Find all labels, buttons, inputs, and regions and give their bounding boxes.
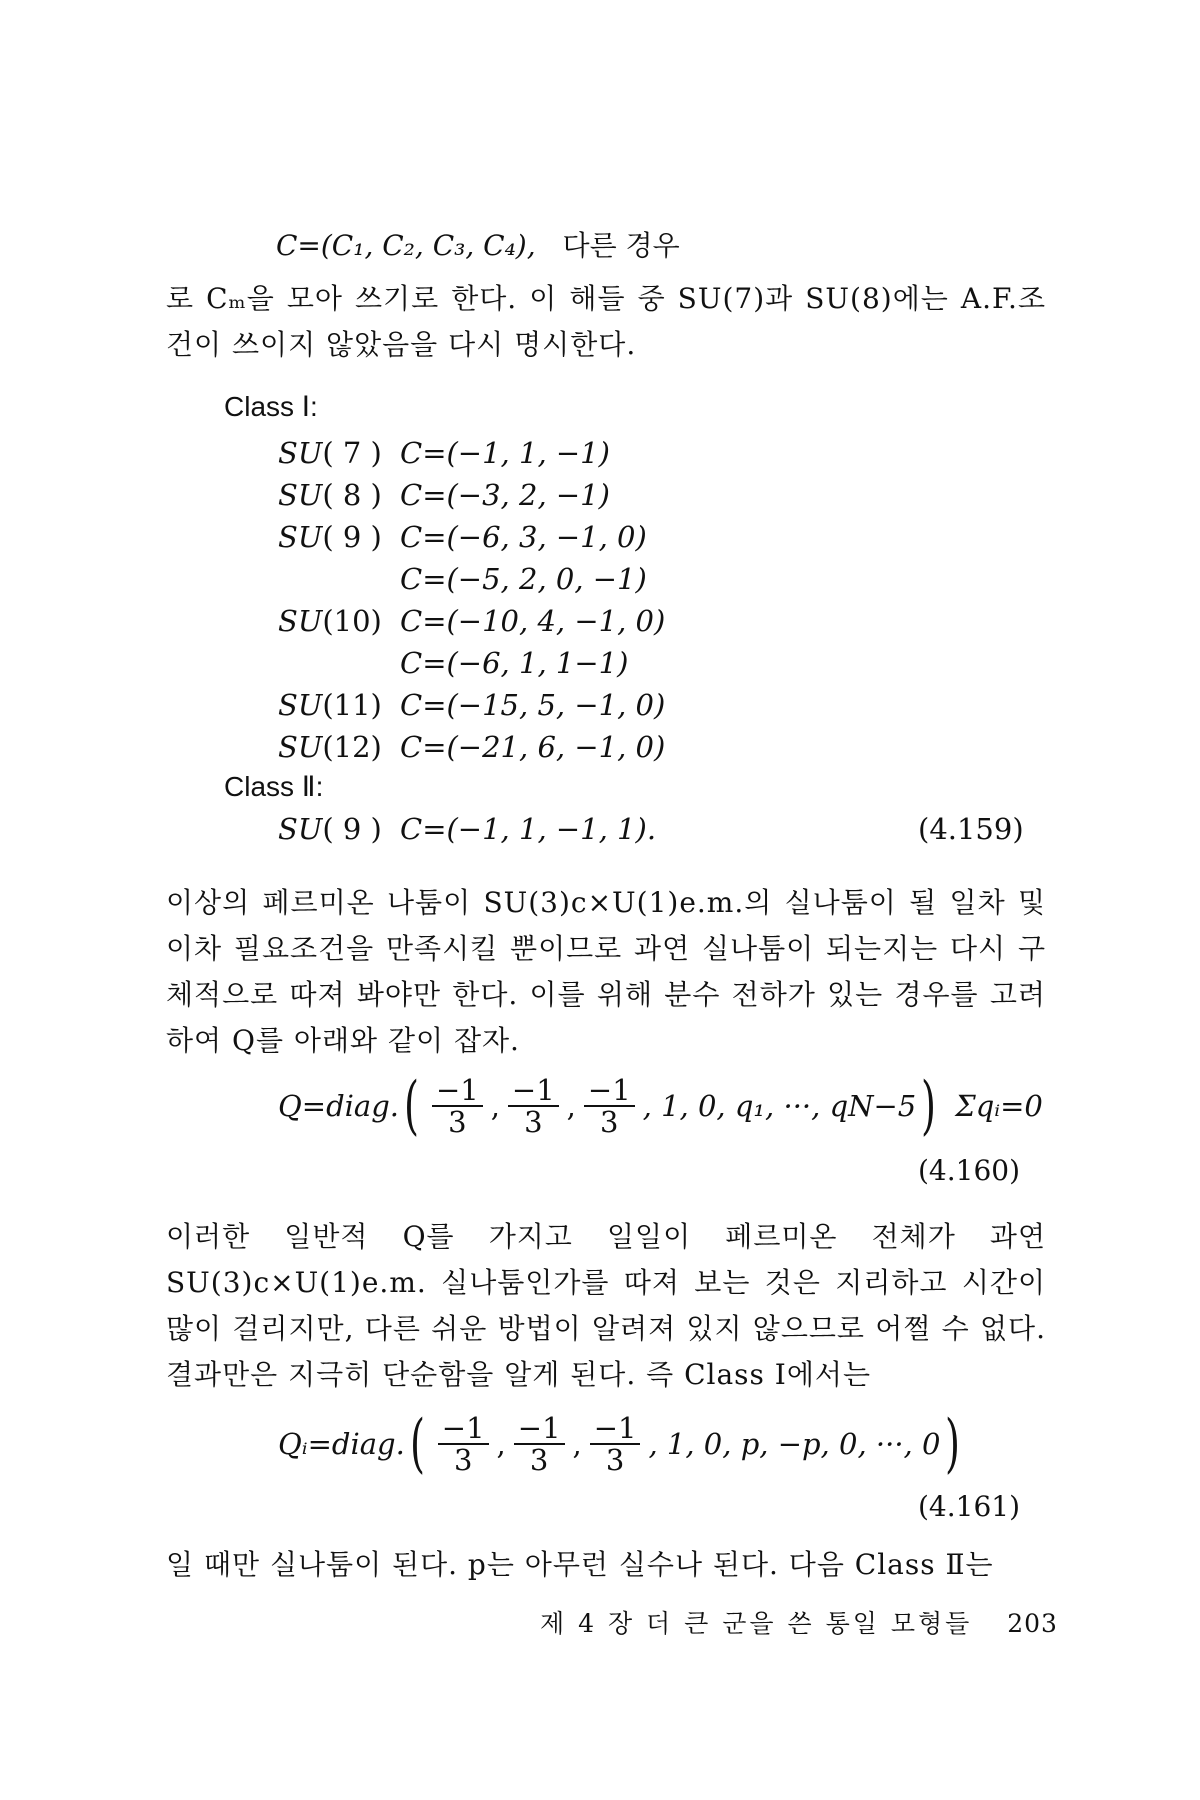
page-footer — [540, 1604, 1058, 1640]
fraction-1: $\frac{-1}{3}$ — [432, 1075, 483, 1138]
fraction-1: $\frac{-1}{3}$ — [438, 1413, 489, 1476]
chapter-title: 제 4 장 더 큰 군을 쓴 통일 모형들 — [540, 1609, 973, 1638]
right-paren-icon: ) — [945, 1407, 961, 1481]
q-lhs: Q=diag. — [278, 1089, 399, 1123]
q1-lhs: Qᵢ=diag. — [278, 1427, 405, 1461]
group-label: SU(11) — [278, 688, 382, 722]
paragraph-2: 이상의 페르미온 나툼이 SU(3)c×U(1)e.m.의 실나툼이 될 일차 및 이차 필요조건을 만족시킬 뿐이므로 과연 실나툼이 되는지는 다시 구체적으로 따져 봐야만 한다. 이를 위해 분수 전하가 있는 경우를 고려하여 Q를 아래와 같이 잡자. — [166, 886, 1046, 1057]
c-vector: C=(−10, 4, −1, 0) — [400, 604, 666, 638]
class-1-solution-row — [0, 604, 1200, 644]
c-vector: C=(−5, 2, 0, −1) — [400, 562, 647, 596]
group-label: SU( 9 ) — [278, 520, 382, 554]
class-1-solution-row — [0, 730, 1200, 770]
c-vector: C=(−21, 6, −1, 0) — [400, 730, 666, 764]
q-rest: , 1, 0, q₁, ···, qN−5 — [642, 1089, 917, 1123]
top-formula-line — [276, 226, 680, 266]
paragraph-3: 이러한 일반적 Q를 가지고 일일이 페르미온 전체가 과연 SU(3)c×U(1)e.m. 실나툼인가를 따져 보는 것은 지리하고 시간이 많이 걸리지만, 다른 쉬운 방법이 알려져 있지 않으므로 어쩔 수 없다. 결과만은 지극히 단순함을 알게 된다. 즉 Class Ⅰ에서는 — [166, 1220, 1046, 1391]
page-number: 203 — [1007, 1609, 1058, 1638]
q1-rest: , 1, 0, p, −p, 0, ···, 0 — [648, 1427, 941, 1461]
group-label: SU( 9 ) — [278, 812, 382, 846]
right-paren-icon: ) — [921, 1069, 937, 1143]
equation-number-161: (4.161) — [918, 1490, 1021, 1523]
top-text: 다른 경우 — [562, 229, 680, 262]
sum-constraint: Σqᵢ=0 — [955, 1089, 1043, 1123]
left-paren-icon: ( — [403, 1069, 419, 1143]
fraction-2: $\frac{-1}{3}$ — [514, 1413, 565, 1476]
equation-number-160: (4.160) — [918, 1154, 1021, 1187]
equation-number-159: (4.159) — [918, 812, 1024, 846]
group-label: SU( 8 ) — [278, 478, 382, 512]
fraction-2: $\frac{-1}{3}$ — [508, 1075, 559, 1138]
class-1-solution-row — [0, 562, 1200, 602]
equation-161: Qᵢ=diag. ( $\frac{-1}{3}$ , $\frac{-1}{3}$ , $\frac{-1}{3}$ , 1, 0, p, −p, 0, ···, 0 ) — [278, 1407, 961, 1481]
c-vector-formula: C=(C₁, C₂, C₃, C₄), — [276, 229, 536, 262]
class-2-solution-row — [0, 812, 1200, 852]
fraction-3: $\frac{-1}{3}$ — [584, 1075, 635, 1138]
class-1-solution-row — [0, 688, 1200, 728]
group-label: SU(12) — [278, 730, 382, 764]
c-vector: C=(−6, 1, 1−1) — [400, 646, 629, 680]
class-1-solution-row — [0, 646, 1200, 686]
fraction-3: $\frac{-1}{3}$ — [590, 1413, 641, 1476]
class-1-label: Class Ⅰ: — [224, 391, 318, 422]
left-paren-icon: ( — [409, 1407, 425, 1481]
class-1-solution-row — [0, 520, 1200, 560]
c-vector: C=(−6, 3, −1, 0) — [400, 520, 647, 554]
group-label: SU( 7 ) — [278, 436, 382, 470]
paragraph-1: 로 Cₘ을 모아 쓰기로 한다. 이 해들 중 SU(7)과 SU(8)에는 A.F.조건이 쓰이지 않았음을 다시 명시한다. — [166, 282, 1046, 361]
paragraph-4: 일 때만 실나툼이 된다. p는 아무런 실수나 된다. 다음 Class Ⅱ는 — [166, 1548, 994, 1581]
class-1-solution-row — [0, 436, 1200, 476]
class-1-solution-row — [0, 478, 1200, 518]
c-vector: C=(−15, 5, −1, 0) — [400, 688, 666, 722]
c-vector: C=(−1, 1, −1, 1). — [400, 812, 657, 846]
equation-160: Q=diag. ( $\frac{-1}{3}$ , $\frac{-1}{3}$ , $\frac{-1}{3}$ , 1, 0, q₁, ···, qN−5 ) Σqᵢ=0 — [278, 1069, 1043, 1143]
group-label: SU(10) — [278, 604, 382, 638]
class-2-label: Class Ⅱ: — [224, 771, 324, 802]
c-vector: C=(−1, 1, −1) — [400, 436, 610, 470]
c-vector: C=(−3, 2, −1) — [400, 478, 610, 512]
